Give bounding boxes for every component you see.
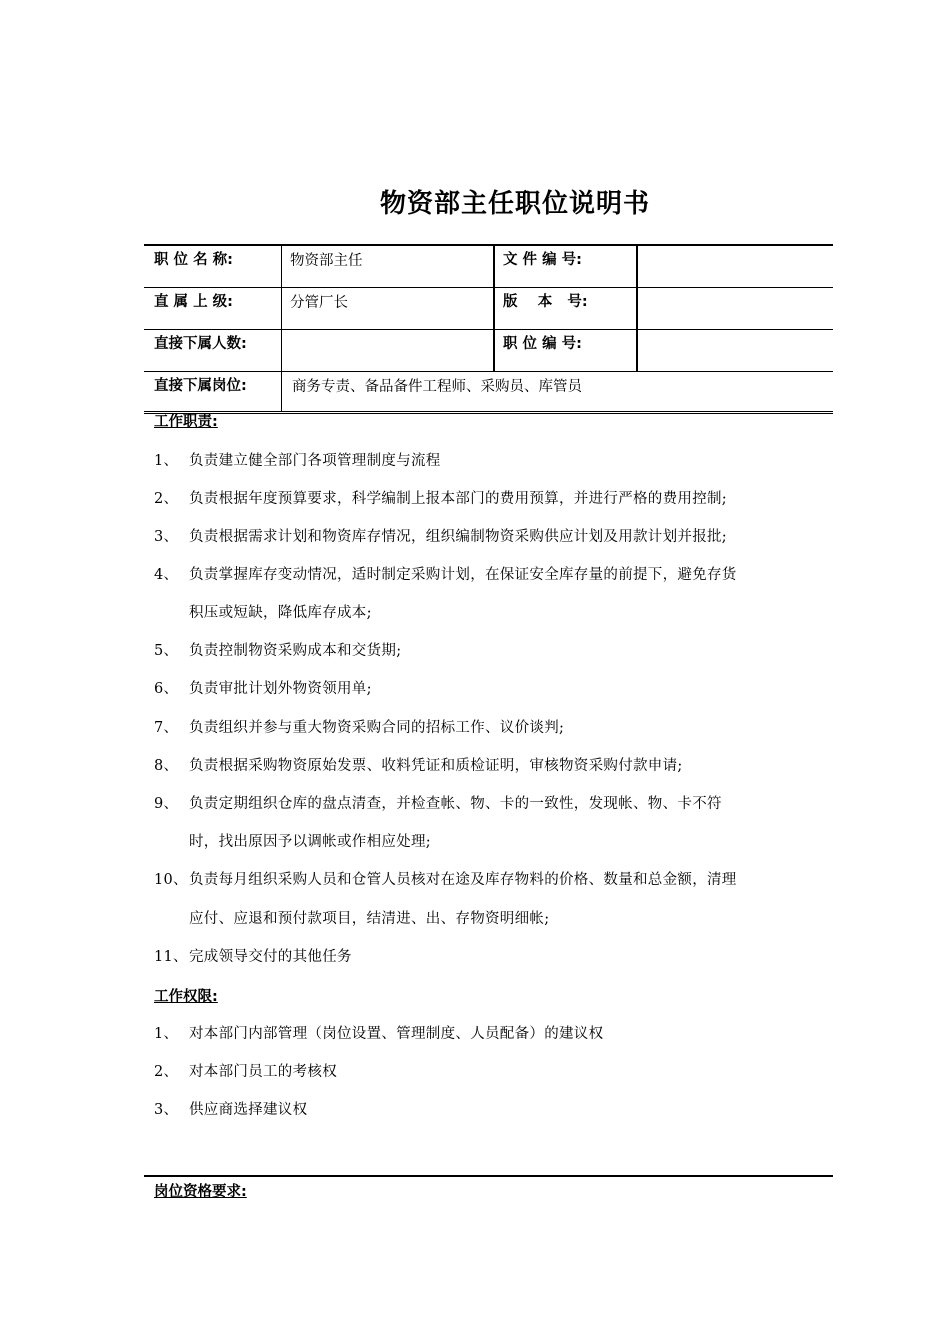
position-name-label: 职 位 名 称: xyxy=(154,252,233,268)
qualification-heading: 岗位资格要求: xyxy=(154,1184,247,1200)
version-label: 版 本 号: xyxy=(503,294,588,310)
list-item: 3、 供应商选择建议权 xyxy=(154,1102,308,1118)
list-item-continuation: 时，找出原因予以调帐或作相应处理; xyxy=(189,834,431,850)
subordinate-positions-value: 商务专责、备品备件工程师、采购员、库管员 xyxy=(292,379,582,395)
list-item: 5、 负责控制物资采购成本和交货期; xyxy=(154,643,402,659)
list-item: 2、 负责根据年度预算要求，科学编制上报本部门的费用预算，并进行严格的费用控制; xyxy=(154,491,727,507)
authority-heading: 工作权限: xyxy=(154,989,218,1005)
page-title: 物资部主任职位说明书 xyxy=(379,189,650,219)
subordinate-positions-label: 直接下属岗位: xyxy=(154,378,247,394)
list-item: 8、 负责根据采购物资原始发票、收料凭证和质检证明，审核物资采购付款申请; xyxy=(154,758,683,774)
list-item: 6、 负责审批计划外物资领用单; xyxy=(154,681,372,697)
list-item-continuation: 积压或短缺，降低库存成本; xyxy=(189,605,372,621)
info-row-subordinates-count xyxy=(144,330,833,372)
position-name-value: 物资部主任 xyxy=(290,253,363,269)
supervisor-value: 分管厂长 xyxy=(290,295,348,311)
list-item: 4、 负责掌握库存变动情况，适时制定采购计划，在保证安全库存量的前提下，避免存货 xyxy=(154,567,737,583)
doc-no-label: 文 件 编 号: xyxy=(503,252,582,268)
list-item: 10、负责每月组织采购人员和仓管人员核对在途及库存物料的价格、数量和总金额，清理 xyxy=(154,872,737,888)
list-item: 3、 负责根据需求计划和物资库存情况，组织编制物资采购供应计划及用款计划并报批; xyxy=(154,529,727,545)
info-table xyxy=(144,244,833,414)
list-item: 2、 对本部门员工的考核权 xyxy=(154,1064,337,1080)
list-item: 7、 负责组织并参与重大物资采购合同的招标工作、议价谈判; xyxy=(154,720,565,736)
list-item: 1、 对本部门内部管理（岗位设置、管理制度、人员配备）的建议权 xyxy=(154,1026,604,1042)
subordinates-count-label: 直接下属人数: xyxy=(154,336,247,352)
divider xyxy=(144,1175,833,1177)
list-item: 9、 负责定期组织仓库的盘点清查，并检查帐、物、卡的一致性，发现帐、物、卡不符 xyxy=(154,796,722,812)
info-row-supervisor xyxy=(144,288,833,330)
info-row-position-name xyxy=(144,244,833,288)
duties-heading: 工作职责: xyxy=(154,414,218,430)
list-item-continuation: 应付、应退和预付款项目，结清进、出、存物资明细帐; xyxy=(189,911,550,927)
supervisor-label: 直 属 上 级: xyxy=(154,294,233,310)
list-item: 1、 负责建立健全部门各项管理制度与流程 xyxy=(154,453,441,469)
list-item: 11、完成领导交付的其他任务 xyxy=(154,949,352,965)
position-no-label: 职 位 编 号: xyxy=(503,336,582,352)
info-row-subordinate-positions xyxy=(144,372,833,414)
